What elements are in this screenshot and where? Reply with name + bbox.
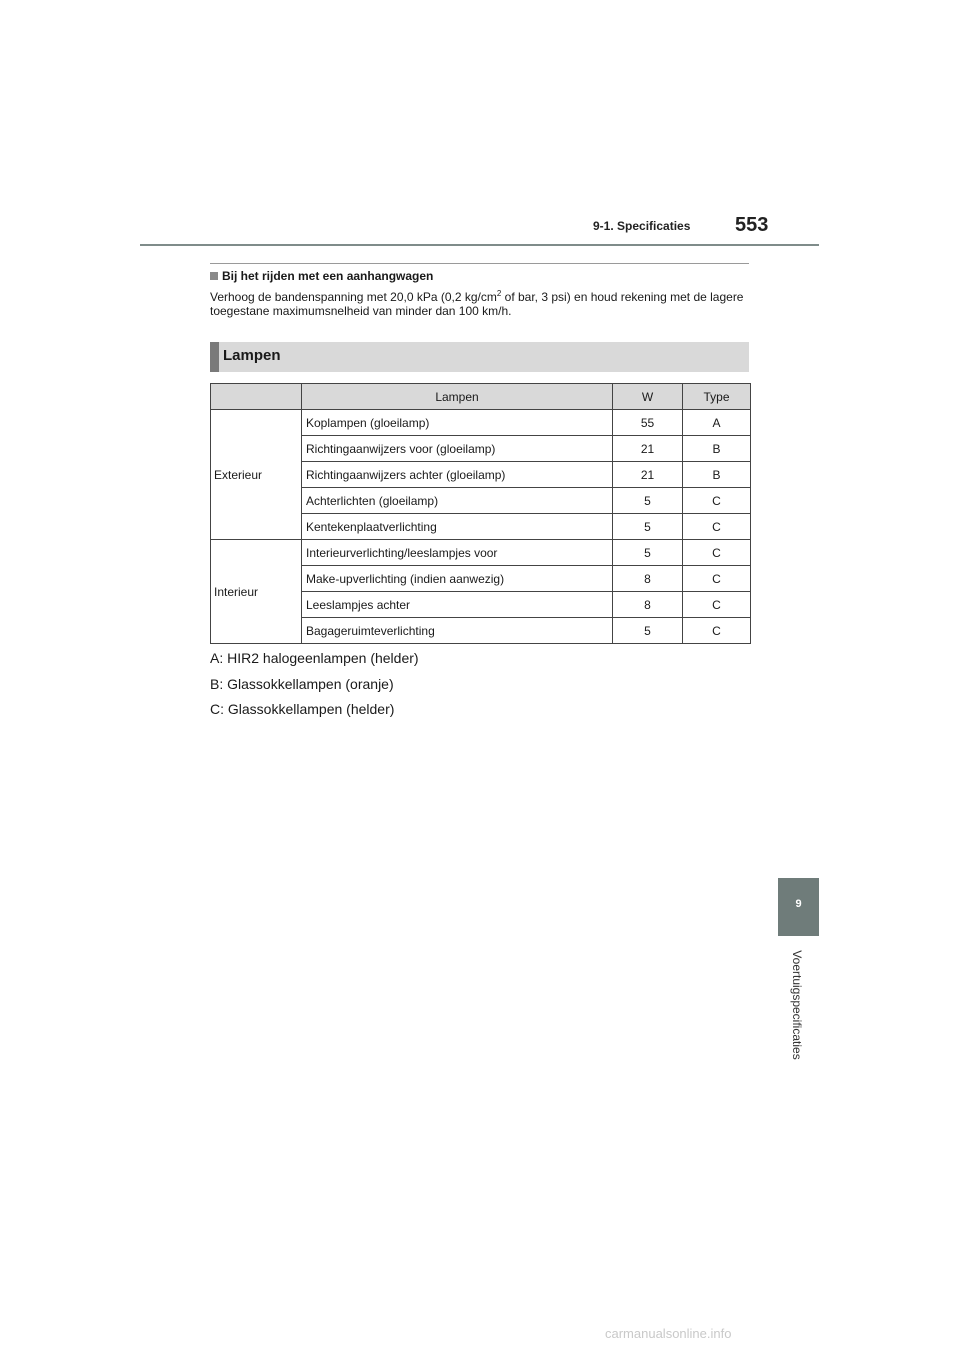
watermark-text: carmanualsonline.info	[605, 1326, 732, 1341]
lamp-name-cell: Koplampen (gloeilamp)	[302, 410, 613, 436]
chapter-tab	[778, 878, 819, 936]
running-header-section: 9-1. Specificaties	[593, 219, 691, 233]
lamp-name-cell: Bagageruimteverlichting	[302, 618, 613, 644]
legend-item-c: C: Glassokkellampen (helder)	[210, 701, 395, 717]
content-divider	[210, 263, 749, 264]
type-cell: B	[683, 436, 751, 462]
lamp-name-cell: Kentekenplaatverlichting	[302, 514, 613, 540]
column-header-category	[211, 384, 302, 410]
watt-cell: 5	[613, 618, 683, 644]
type-cell: C	[683, 566, 751, 592]
column-header-type: Type	[683, 384, 751, 410]
lamps-section-header	[210, 342, 749, 372]
type-cell: A	[683, 410, 751, 436]
column-header-watt: W	[613, 384, 683, 410]
category-cell-interieur: Interieur	[211, 540, 302, 644]
trailer-heading-text: Bij het rijden met een aanhangwagen	[222, 269, 434, 283]
type-cell: C	[683, 488, 751, 514]
table-row	[211, 540, 751, 566]
watt-cell: 8	[613, 566, 683, 592]
header-divider	[140, 244, 819, 246]
trailer-text-start: Verhoog de bandenspanning met 20,0 kPa (0,2 kg/cm	[210, 290, 497, 304]
lamp-name-cell: Richtingaanwijzers achter (gloeilamp)	[302, 462, 613, 488]
lamp-name-cell: Achterlichten (gloeilamp)	[302, 488, 613, 514]
trailer-superscript: 2	[496, 289, 502, 298]
watt-cell: 5	[613, 540, 683, 566]
page-number: 553	[735, 214, 769, 236]
chapter-label: Voertuigspecificaties	[790, 950, 804, 1060]
trailer-subheading	[210, 269, 433, 283]
lamp-name-cell: Leeslampjes achter	[302, 592, 613, 618]
lamp-name-cell: Richtingaanwijzers voor (gloeilamp)	[302, 436, 613, 462]
watt-cell: 55	[613, 410, 683, 436]
trailer-paragraph	[210, 290, 755, 318]
watt-cell: 8	[613, 592, 683, 618]
type-cell: B	[683, 462, 751, 488]
table-header-row	[211, 384, 751, 410]
lamps-table	[210, 383, 751, 644]
legend-item-a: A: HIR2 halogeenlampen (helder)	[210, 650, 419, 666]
type-cell: C	[683, 540, 751, 566]
section-accent-bar	[210, 342, 219, 372]
type-cell: C	[683, 618, 751, 644]
watt-cell: 5	[613, 488, 683, 514]
lamp-name-cell: Interieurverlichting/leeslampjes voor	[302, 540, 613, 566]
table-row	[211, 410, 751, 436]
category-cell-exterieur: Exterieur	[211, 410, 302, 540]
type-cell: C	[683, 592, 751, 618]
trailer-text-end: of bar, 3 psi) en houd rekening met de lagere toegestane maximumsnelheid van minder dan 100 km/h.	[210, 290, 744, 318]
lamp-name-cell: Make-upverlichting (indien aanwezig)	[302, 566, 613, 592]
chapter-number: 9	[795, 898, 802, 910]
column-header-lampen: Lampen	[302, 384, 613, 410]
watt-cell: 5	[613, 514, 683, 540]
lamps-section-title: Lampen	[223, 347, 281, 364]
legend-item-b: B: Glassokkellampen (oranje)	[210, 676, 394, 692]
type-cell: C	[683, 514, 751, 540]
watt-cell: 21	[613, 462, 683, 488]
watt-cell: 21	[613, 436, 683, 462]
square-bullet-icon	[210, 272, 218, 280]
